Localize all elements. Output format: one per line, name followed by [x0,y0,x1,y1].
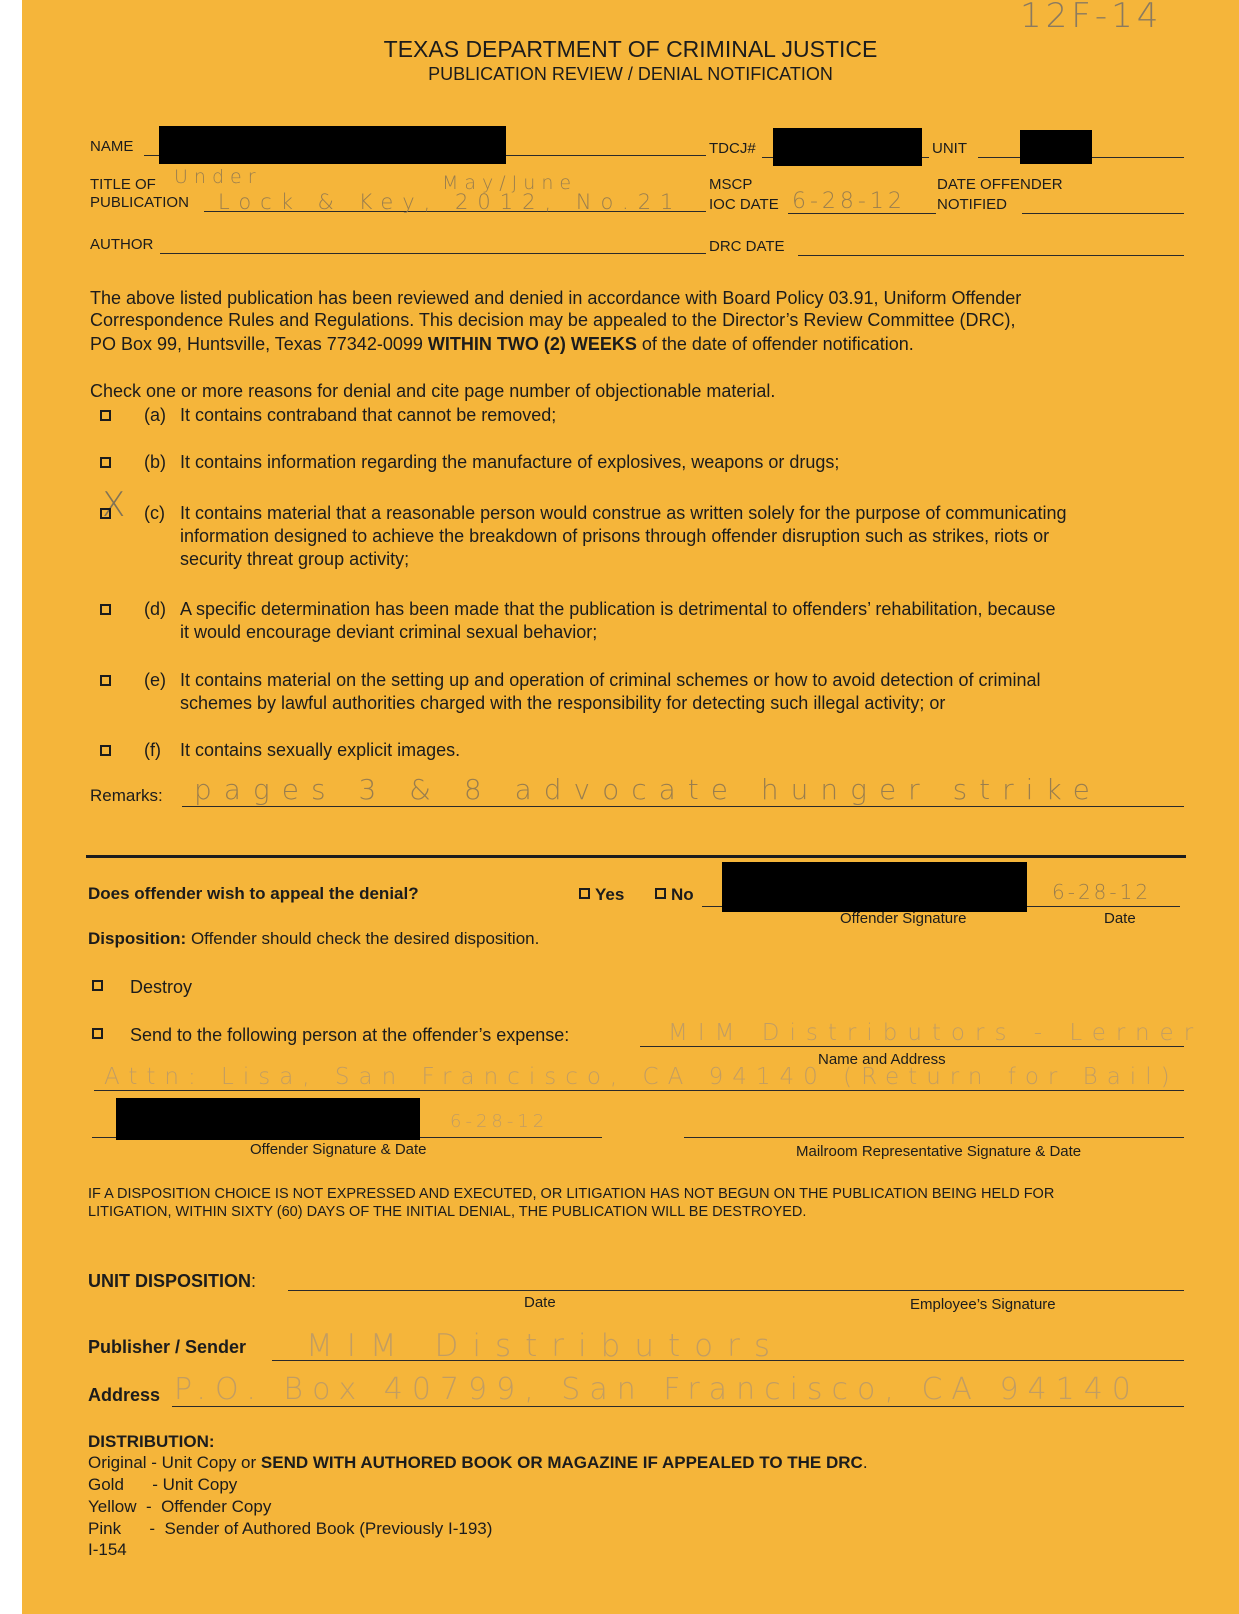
intro-line-1: The above listed publication has been reviewed and denied in accordance with Board Policy 03.91, Uniform Offender [90,288,1022,308]
offender-sig-redaction [116,1098,420,1140]
date-offender-label-1: DATE OFFENDER [937,176,1063,193]
publisher-handwriting: MIM Distributors [306,1328,784,1364]
remarks-handwriting: pages 3 & 8 advocate hunger strike [194,773,1102,806]
mscp-handwriting: 6-28-12 [792,189,906,214]
appeal-date-caption: Date [1104,910,1136,927]
date-offender-label-2: NOTIFIED [937,196,1007,213]
reason-text-line: It contains sexually explicit images. [180,740,461,760]
distribution-pink: Pink - Sender of Authored Book (Previously I-193) [88,1519,493,1538]
reason-checkbox-e[interactable] [100,675,111,686]
employee-sig-caption: Employee’s Signature [910,1296,1056,1313]
intro-line-3: PO Box 99, Huntsville, Texas 77342-0099 WITHIN TWO (2) WEEKS of the date of offender notification. [90,334,914,354]
offender-signature-caption: Offender Signature [840,910,967,927]
send-line-2 [94,1090,1184,1091]
title-handwriting-1: Under [174,166,262,188]
reason-text-line: It contains material that a reasonable person would construe as written solely for the purpose of communicating [180,503,1067,523]
publisher-label: Publisher / Sender [88,1337,247,1357]
reason-letter: (e) [144,670,166,690]
reason-letter: (d) [144,599,166,619]
form-page [22,0,1239,1614]
reason-checkbox-b[interactable] [100,457,111,468]
appeal-yes-checkbox[interactable] [579,888,590,899]
check-instruction: Check one or more reasons for denial and cite page number of objectionable material. [90,381,776,401]
appeal-no-checkbox[interactable] [655,888,666,899]
mailroom-sig-line [684,1137,1184,1138]
intro-line-2: Correspondence Rules and Regulations. This decision may be appealed to the Director’s Review Committee (DRC), [90,310,1016,330]
unit-label: UNIT [932,140,967,157]
tdcj-redaction [773,128,922,166]
appeal-signature-redaction [722,862,1027,912]
reason-checkbox-f[interactable] [100,745,111,756]
address-handwriting: P.O. Box 40799, San Francisco, CA 94140 [174,1372,1140,1407]
tdcj-label: TDCJ# [709,140,756,157]
reason-letter: (a) [144,405,166,425]
mscp-label-2: IOC DATE [709,196,779,213]
drc-date-label: DRC DATE [709,238,785,255]
appeal-yes-label: Yes [595,885,625,904]
date-offender-line [1022,213,1184,214]
reason-checkbox-d[interactable] [100,604,111,615]
reason-letter: (b) [144,452,166,472]
mailroom-sig-caption: Mailroom Representative Signature & Date [796,1143,1082,1160]
unit-disposition-label: UNIT DISPOSITION: [88,1271,257,1291]
send-label: Send to the following person at the offender’s expense: [130,1025,570,1045]
reason-text-line: It contains information regarding the manufacture of explosives, weapons or drugs; [180,452,840,472]
unit-redaction [1020,130,1092,164]
reason-text-line: security threat group activity; [180,549,410,569]
title-label-1: TITLE OF [90,176,156,193]
drc-date-line [798,255,1184,256]
warning-line-2: LITIGATION, WITHIN SIXTY (60) DAYS OF THE INITIAL DENIAL, THE PUBLICATION WILL BE DESTROYED. [88,1204,807,1220]
corner-note: 12F-14 [1020,0,1163,36]
appeal-question: Does offender wish to appeal the denial? [88,884,419,903]
section-divider [86,855,1186,858]
reason-checkbox-c[interactable] [100,508,111,519]
form-subtitle: PUBLICATION REVIEW / DENIAL NOTIFICATION [428,64,833,84]
unit-date-caption: Date [524,1294,556,1311]
unit-disposition-line [288,1290,1184,1291]
remarks-line [182,806,1184,807]
warning-line-1: IF A DISPOSITION CHOICE IS NOT EXPRESSED AND EXECUTED, OR LITIGATION HAS NOT BEGUN ON THE PUBLICATION BEING HELD FOR [88,1186,1055,1202]
distribution-heading: DISTRIBUTION: [88,1432,215,1451]
title-label-2: PUBLICATION [90,194,189,211]
reason-checkbox-a[interactable] [100,410,111,421]
send-checkbox[interactable] [92,1028,103,1039]
destroy-checkbox[interactable] [92,980,103,991]
distribution-yellow: Yellow - Offender Copy [88,1497,272,1516]
reason-letter: (c) [144,503,165,523]
send-handwriting-1: MIM Distributors - Lerner [668,1020,1204,1046]
reason-text-line: information designed to achieve the breakdown of prisons through offender disruption such as strikes, riots or [180,526,1050,546]
title-handwriting-2: May/June [442,172,578,194]
reason-c-mark: X [102,485,126,525]
name-label: NAME [90,138,134,155]
name-address-caption: Name and Address [818,1051,946,1068]
offender-sig-caption: Offender Signature & Date [250,1141,427,1158]
appeal-no-label: No [671,885,694,904]
reason-text-line: schemes by lawful authorities charged with the responsibility for detecting such illegal activity; or [180,693,946,713]
disposition-instruction: Disposition: Offender should check the desired disposition. [88,929,540,948]
distribution-gold: Gold - Unit Copy [88,1475,238,1494]
author-line [160,253,706,254]
form-title: TEXAS DEPARTMENT OF CRIMINAL JUSTICE [383,36,878,62]
reason-letter: (f) [144,740,161,760]
appeal-date-handwriting: 6-28-12 [1052,880,1152,904]
reason-text-line: it would encourage deviant criminal sexual behavior; [180,622,598,642]
distribution-original: Original - Unit Copy or SEND WITH AUTHORED BOOK OR MAGAZINE IF APPEALED TO THE DRC. [88,1453,868,1472]
reason-text-line: It contains contraband that cannot be removed; [180,405,557,425]
name-redaction [159,126,506,164]
mscp-label-1: MSCP [709,176,753,193]
author-label: AUTHOR [90,236,154,253]
offender-sig-date-handwriting: 6-28-12 [450,1111,549,1132]
form-id: I-154 [88,1540,127,1559]
reason-text-line: A specific determination has been made that the publication is detrimental to offenders’ rehabilitation, because [180,599,1056,619]
reason-text-line: It contains material on the setting up and operation of criminal schemes or how to avoid detection of criminal [180,670,1041,690]
address-label: Address [88,1385,161,1405]
destroy-label: Destroy [130,977,193,997]
title-handwriting-3: Lock & Key, 2012, No.21 [218,190,683,214]
remarks-label: Remarks: [90,786,163,805]
send-line-1 [640,1046,1184,1047]
send-handwriting-2: Attn: Lisa, San Francisco, CA 94140 (Return for Bail) [104,1064,1179,1090]
